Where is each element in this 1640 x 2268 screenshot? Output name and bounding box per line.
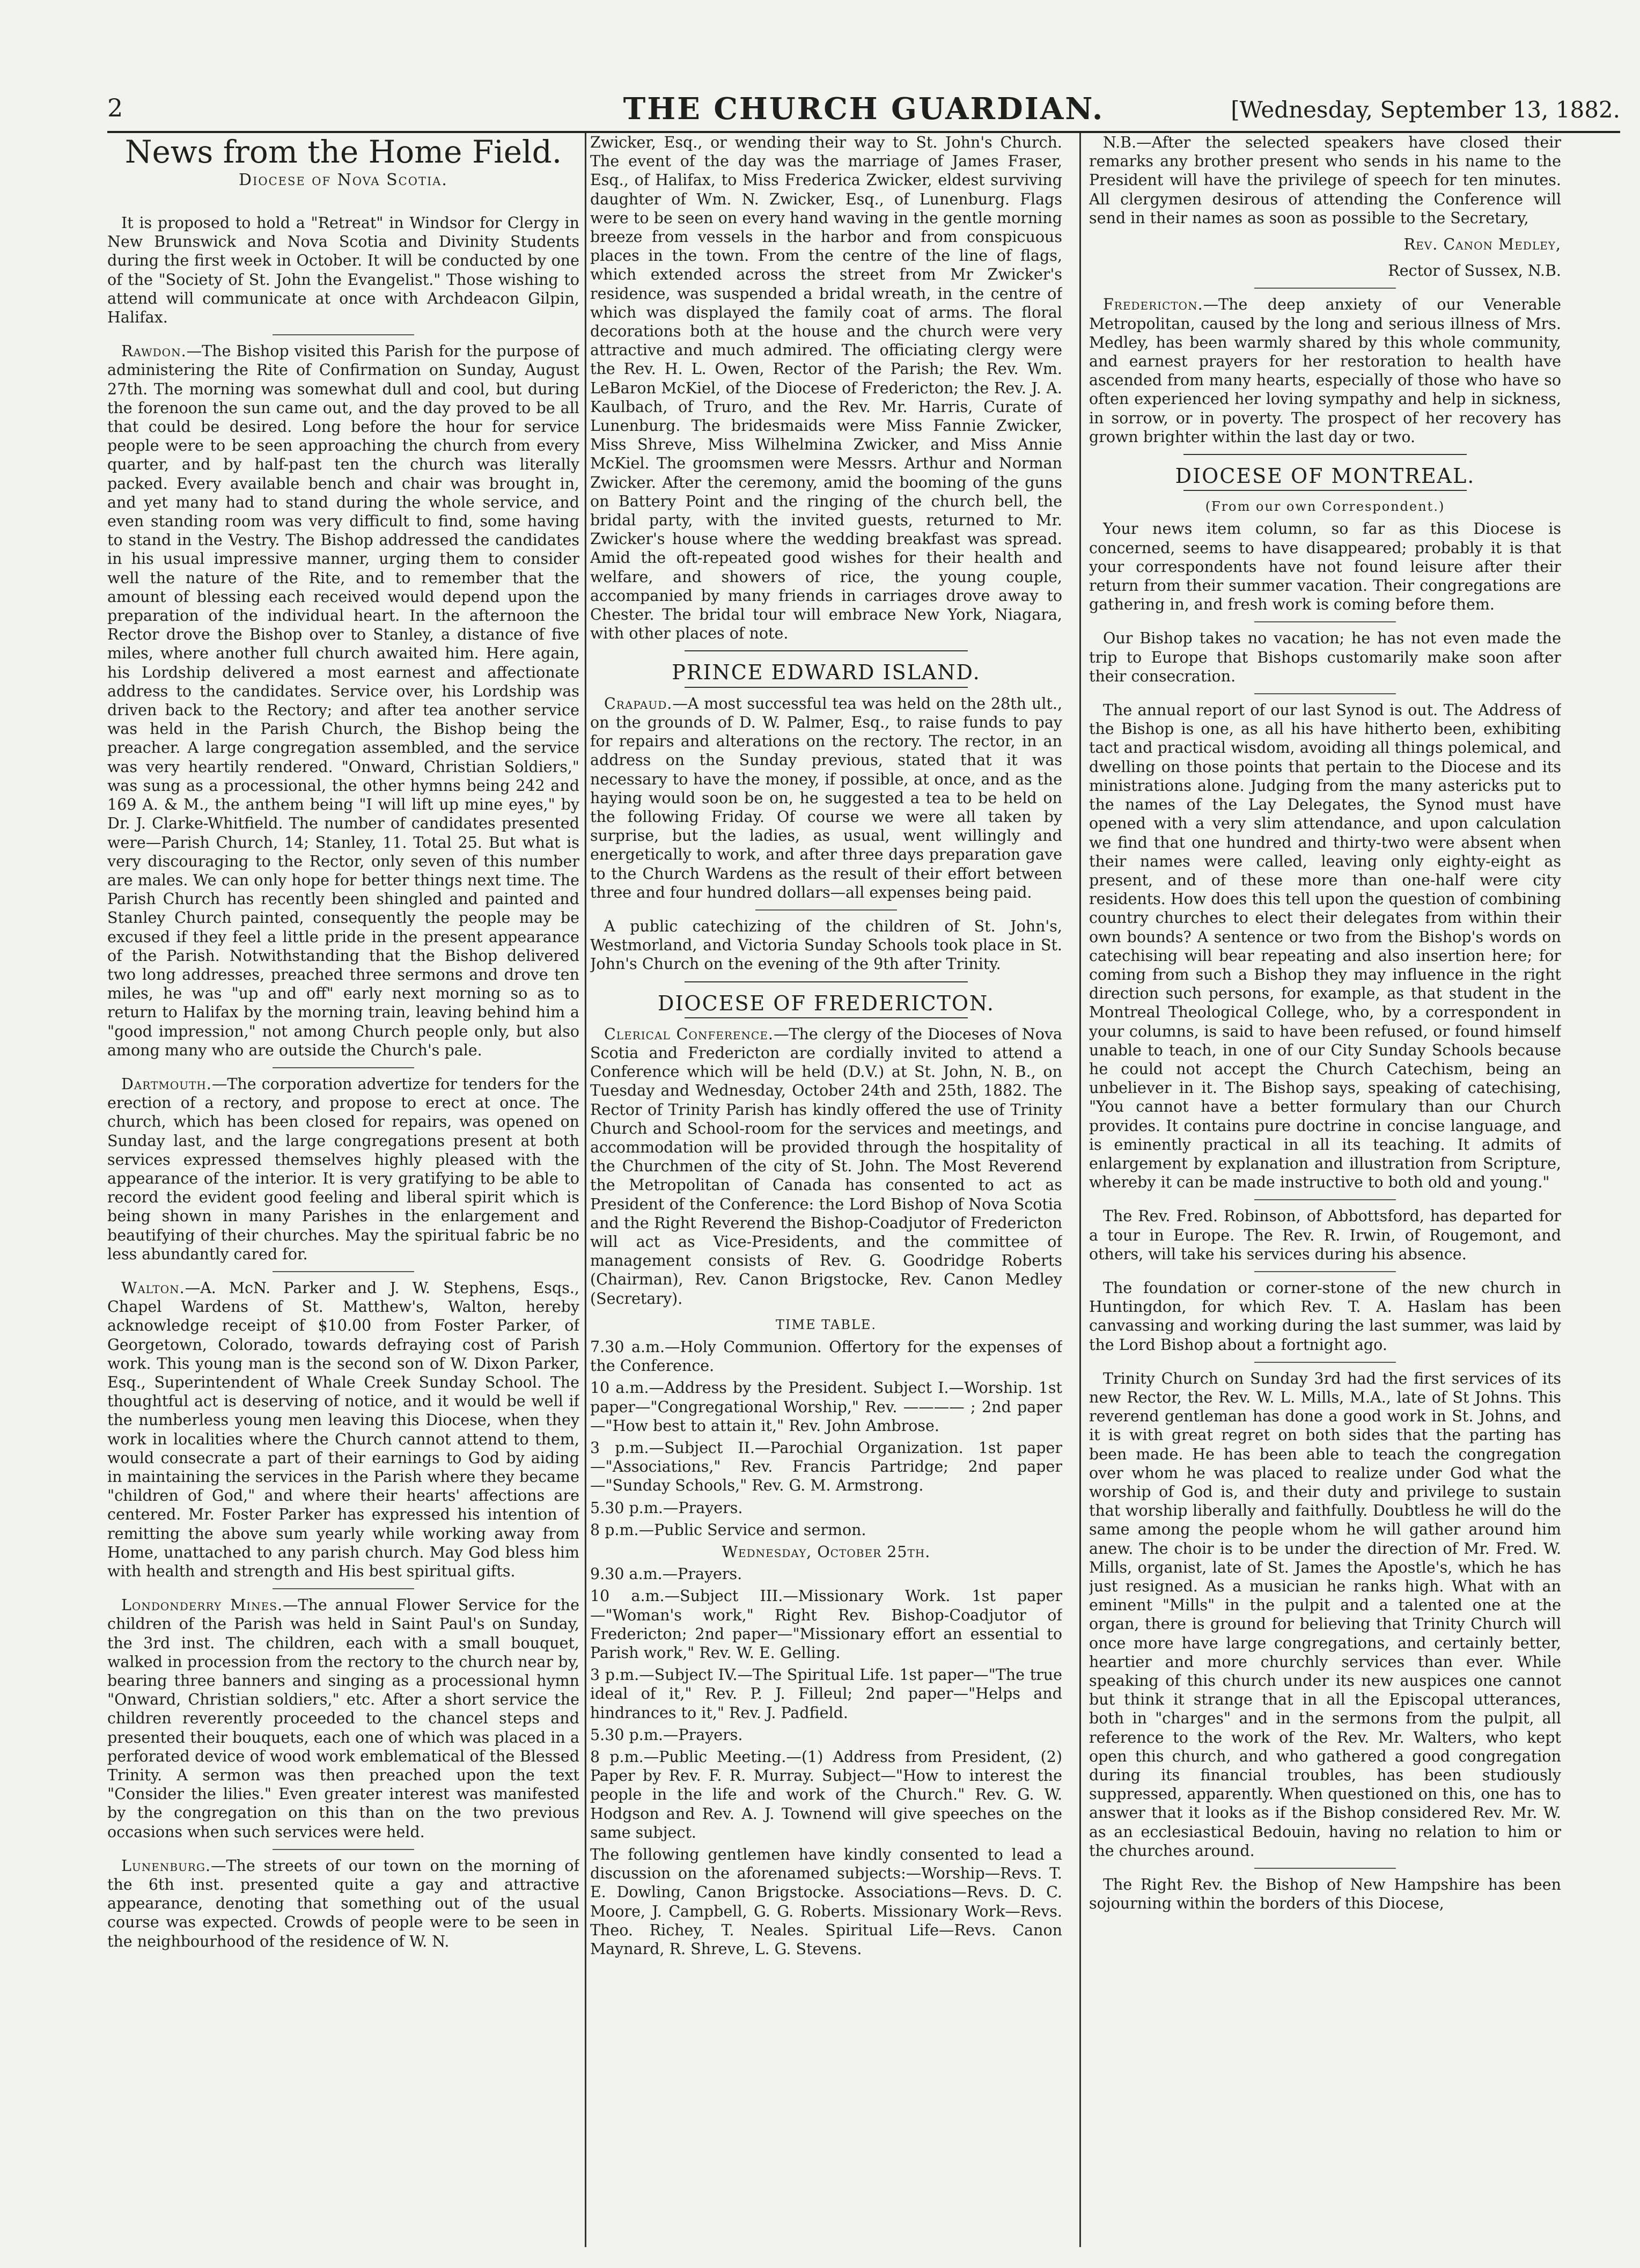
section-heading: News from the Home Field. <box>124 134 562 170</box>
day-heading: Wednesday, October 25th. <box>722 1543 931 1561</box>
divider <box>273 1588 414 1589</box>
section-heading-pei: PRINCE EDWARD ISLAND. <box>672 660 981 685</box>
divider <box>1254 1362 1396 1363</box>
time-table <box>590 1338 1062 1958</box>
section-header-box <box>107 133 579 214</box>
article-lead: Dartmouth. <box>121 1075 212 1093</box>
article-clerical-conference <box>590 1025 1062 1308</box>
time-table-entry: 3 p.m.—Subject II.—Parochial Organization. 1st paper—"Associations," Rev. Francis Partridge; 2nd paper—"Sunday Schools," Rev. G. M. Armstrong. <box>590 1439 1062 1495</box>
retreat-notice: It is proposed to hold a "Retreat" in Windsor for Clergy in New Brunswick and Nova Scotia and Divinity Students during the first week in October. It will be conducted by one of the "Society of St. John the Evangelist." Those wishing to attend will communicate at once with Archdeacon Gilpin, Halifax. <box>107 214 579 327</box>
divider <box>273 1271 414 1272</box>
article-lead: Rawdon. <box>121 342 187 361</box>
divider <box>1254 1868 1396 1869</box>
time-table-entry: 5.30 p.m.—Prayers. <box>590 1726 743 1744</box>
column-1 <box>107 133 579 2252</box>
divider <box>685 981 968 982</box>
article-londonderry <box>107 1596 579 1841</box>
column-divider-2 <box>1079 133 1081 2247</box>
signer-name: Rev. Canon Medley, <box>1403 236 1561 254</box>
section-heading-montreal: DIOCESE OF MONTREAL. <box>1175 464 1475 488</box>
divider <box>273 1067 414 1068</box>
montreal-paragraph: Your news item column, so far as this Diocese is concerned, seems to have disappeared; probably it is that your correspondents have not found leisure after their return from their summer vacation. Their congregations are gathering in, and fresh work is coming before them. <box>1089 520 1561 614</box>
montreal-paragraph: The annual report of our last Synod is out. The Address of the Bishop is one, as all his have hitherto been, exhibiting tact and practical wisdom, avoiding all things polemical, and dwelling on those points that pertain to the Diocese and its ministrations alone. Judging from the many astericks put to the names of the Lay Delegates, the Synod must have opened with a very slim attendance, and upon calculation we find that one hundred and thirty-two were absent when their names were called, leaving only eighty-eight as present, and of these more than one-half were city residents. How does this tell upon the question of combining country churches to elect their delegates from within their own bounds? A sentence or two from the Bishop's words on catechising will bear repeating and also insertion here; for coming from such a Bishop they may influence in the right direction such persons, for example, as that student in the Montreal Theological College, who, by a correspondent in your columns, is said to have been refused, or found himself unable to teach, in one of our City Sunday Schools because he could not accept the Church Catechism, being an unbeliever in it. The Bishop says, speaking of catechising, "You cannot have a better formulary than our Church provides. It contains pure doctrine in concise language, and is eminently practical in all its teaching. It admits of enlargement by explanation and illustration from Scripture, whereby it can be made instructive to both old and young." <box>1089 701 1561 1192</box>
article-body: —The annual Flower Service for the children of the Parish was held in Saint Paul's on Sunday, the 3rd inst. The children, each with a small bouquet, walked in procession from the rectory to the church near by, bearing three banners and singing as a processional hymn "Onward, Christian soldiers," etc. After a short service the children reverently proceeded to the chancel steps and presented their bouquets, each one of which was placed in a perforated device of wood work emblematical of the Blessed Trinity. A sermon was then preached upon the text "Consider the lilies." Even greater interest was manifested by the congregation on this than on the two previous occasions when such services were held. <box>107 1596 579 1841</box>
article-fredericton <box>1089 295 1561 446</box>
article-lunenburg-continued: Zwicker, Esq., or wending their way to St. John's Church. The event of the day was the marriage of James Fraser, Esq., of Halifax, to Miss Frederica Zwicker, eldest surviving daughter of Wm. N. Zwicker, Esq., of Lunenburg. Flags were to be seen on every hand waving in the gentle morning breeze from vessels in the harbor and from conspicuous places in the town. From the centre of the line of flags, which extended across the street from Mr Zwicker's residence, was suspended a bridal wreath, in the centre of which was displayed the family coat of arms. The floral decorations both at the house and the church were very attractive and much admired. The officiating clergy were the Rev. H. L. Owen, Rector of the Parish; the Rev. Wm. LeBaron McKiel, of the Diocese of Fredericton; the Rev. J. A. Kaulbach, of Truro, and the Rev. Mr. Harris, Curate of Lunenburg. The bridesmaids were Miss Fannie Zwicker, Miss Shreve, Miss Wilhelmina Zwicker, and Miss Annie McKiel. The groomsmen were Messrs. Arthur and Norman Zwicker. After the ceremony, amid the booming of the guns on Battery Point and the ringing of the church bell, the bridal party, with the invited guests, returned to Mr. Zwicker's house where the wedding breakfast was spread. Amid the oft-repeated good wishes for their health and welfare, and showers of rice, the young couple, accompanied by many friends in carriages drove away to Chester. The bridal tour will embrace New York, Niagara, with other places of note. <box>590 134 1062 643</box>
masthead <box>107 90 1620 131</box>
article-body: —The Bishop visited this Parish for the purpose of administering the Rite of Confirmation on Sunday, August 27th. The morning was somewhat dull and cool, but during the forenoon the sun came out, and the day proved to be all that could be desired. Long before the hour for service people were to be seen approaching the church from every quarter, and by half-past ten the church was literally packed. Every available bench and chair was brought in, and yet many had to stand during the whole service, and even standing room was very difficult to find, some having to stand in the Vestry. The Bishop addressed the candidates in his usual impressive manner, urging them to consider well the nature of the Rite, and to remember that the amount of blessing each received would depend upon the preparation of the individual heart. In the afternoon the Rector drove the Bishop over to Stanley, a distance of five miles, where another full church awaited him. Here again, his Lordship delivered a most earnest and affectionate address to the candidates. Service over, his Lordship was driven back to the Rectory; and after tea another service was held in the Parish Church, the Bishop being the preacher. A large congregation assembled, and the service was very heartily rendered. "Onward, Christian Soldiers," was sung as a processional, the other hymns being 242 and 169 A. & M., the anthem being "I will lift up mine eyes," by Dr. J. Clarke-Whitfield. The number of candidates presented were—Parish Church, 14; Stanley, 11. Total 25. But what is very discouraging to the Rector, only seven of this number are males. We can only hope for better things next time. The Parish Church has recently been shingled and painted and Stanley Church painted, consequently the people may be excused if they feel a little pride in the present appearance of the Parish. Notwithstanding that the Bishop delivered two long addresses, preached three sermons and drove ten miles, he was "up and off" early next morning so as to return to Halifax by the morning train, leaving behind him a "good impression," not among Church people only, but also among many who are outside the Church's pale. <box>107 342 579 1059</box>
divider <box>1254 1271 1396 1272</box>
column-divider-1 <box>585 133 586 2247</box>
time-table-entry: 5.30 p.m.—Prayers. <box>590 1499 743 1517</box>
section-heading-fredericton: DIOCESE OF FREDERICTON. <box>658 991 995 1015</box>
article-crapaud <box>590 694 1062 902</box>
discussion-leaders: The following gentlemen have kindly consented to lead a discussion on the aforenamed subjects:—Worship—Revs. T. E. Dowling, Canon Brigstocke. Associations—Revs. D. C. Moore, J. Campbell, G. G. Roberts. Missionary Work—Revs. Theo. Richey, T. Neales. Spiritual Life—Revs. Canon Maynard, R. Shreve, L. G. Stevens. <box>590 1846 1062 1958</box>
article-body: —A most successful tea was held on the 28th ult., on the grounds of D. W. Palmer, Esq., to raise funds to pay for repairs and alterations on the rectory. The rector, in an address on the Sunday previous, stated that it was necessary to have the money, if possible, at once, and as the haying would soon be on, he suggested a tea to be held on the following Friday. Of course we were all taken by surprise, but the ladies, as usual, went willingly and energetically to work, and after three days preparation gave to the Church Wardens as the result of their effort between three and four hundred dollars—all expenses being paid. <box>590 694 1062 901</box>
article-body: —The corporation advertize for tenders for the erection of a rectory, and propose to erect at once. The church, which has been closed for repairs, was opened on Sunday last, and the large congregations present at both services expressed themselves highly pleased with the appearance of the interior. It is very gratifying to be able to record the evident good feeling and liberal spirit which is being shown in many Parishes in the enlargement and beautifying of their churches. May the spiritual fabric be no less abundantly cared for. <box>107 1075 579 1263</box>
divider <box>1183 490 1467 491</box>
montreal-paragraph: Trinity Church on Sunday 3rd had the first services of its new Rector, the Rev. W. L. Mills, M.A., late of St Johns. This reverend gentleman has done a good work in St. Johns, and it is with great regret on both sides that the parting has been made. He has been able to teach the congregation over whom he was placed to realize under God what the worship of God is, and their duty and privilege to sustain that worship liberally and faithfully. Doubtless he will do the same among the people whom he will gather around him anew. The choir is to be under the direction of Mr. Fred. W. Mills, organist, late of St. James the Apostle's, which he has just resigned. As a musician he ranks high. What with an eminent "Mills" in the pulpit and a talented one at the organ, there is ground for believing that Trinity Church will once more have large congregations, and certainly better, heartier and more churchly services than ever. While speaking of this church under its new auspices one cannot but think it strange that in all the Episcopal utterances, both in "charges" and in the sermons from the pulpit, all reference to the work of the Rev. Mr. Walters, who kept open this church, and who gathered a good congregation during its financial troubles, has been studiously suppressed, apparently. When questioned on this, one has to answer that it looks as if the Bishop considered Rev. Mr. W. as an ecclesiastical Bedouin, having no relation to him or the churches around. <box>1089 1369 1561 1860</box>
article-dartmouth <box>107 1075 579 1264</box>
diocese-heading: Diocese of Nova Scotia. <box>239 171 448 189</box>
newspaper-title: THE CHURCH GUARDIAN. <box>623 91 1105 127</box>
divider <box>755 909 897 911</box>
time-table-entry: 9.30 a.m.—Prayers. <box>590 1565 742 1583</box>
time-table-heading: TIME TABLE. <box>776 1317 877 1332</box>
time-table-entry: 8 p.m.—Public Service and sermon. <box>590 1521 866 1539</box>
divider <box>685 650 968 651</box>
article-lead: Walton. <box>121 1279 185 1297</box>
article-body: —A. McN. Parker and J. W. Stephens, Esqs., Chapel Wardens of St. Matthew's, Walton, hereby acknowledge receipt of $10.00 from Foster Parker, of Georgetown, Colorado, towards defraying cost of Parish work. This young man is the second son of W. Dixon Parker, Esq., Superintendent of Whale Creek Sunday School. The thoughtful act is deserving of notice, and it would be well if the numberless young men leaving this Diocese, when they work in localities where the Church cannot attend to them, would consecrate a part of their earnings to God by aiding in maintaining the services in the Parish where they became "children of God," and where their hearts' affections are centered. Mr. Foster Parker has expressed his intention of remitting the above sum yearly while working away from Home, unattached to any parish church. May God bless him with health and strength and His best spiritual gifts. <box>107 1279 579 1581</box>
correspondent-note: (From our own Correspondent.) <box>1205 499 1445 515</box>
montreal-paragraph: Our Bishop takes no vacation; he has not even made the trip to Europe that Bishops customarily make soon after their consecration. <box>1089 629 1561 685</box>
article-lead: Fredericton. <box>1103 296 1203 314</box>
article-body: —The deep anxiety of our Venerable Metropolitan, caused by the long and serious illness of Mrs. Medley, has been warmly shared by this whole community, and earnest prayers for her restoration to health have ascended from many hearts, especially of those who have so often experienced her loving sympathy and help in sickness, in sorrow, or in poverty. The prospect of her recovery has grown brighter within the last day or two. <box>1089 296 1561 446</box>
divider <box>685 687 968 688</box>
article-rawdon <box>107 342 579 1060</box>
montreal-paragraph: The Rev. Fred. Robinson, of Abbottsford, has departed for a tour in Europe. The Rev. R. Irwin, of Rougemont, and others, will take his services during his absence. <box>1089 1207 1561 1263</box>
divider <box>273 1849 414 1850</box>
divider <box>1183 454 1467 455</box>
article-lead: Clerical Conference. <box>604 1025 774 1043</box>
time-table-entry: 8 p.m.—Public Meeting.—(1) Address from President, (2) Paper by Rev. F. R. Murray. Subject—"How to interest the people in the life and work of the Church." Rev. G. W. Hodgson and Rev. A. J. Townend will give speeches on the same subject. <box>590 1748 1062 1841</box>
article-walton <box>107 1279 579 1581</box>
article-body: —The streets of our town on the morning of the 6th inst. presented quite a gay and attractive appearance, denoting that something out of the usual course was expected. Crowds of people were to be seen in the neighbourhood of the residence of W. N. <box>107 1856 579 1950</box>
article-lunenburg <box>107 1856 579 1951</box>
montreal-paragraph: The Right Rev. the Bishop of New Hampshire has been sojourning within the borders of this Diocese, <box>1089 1876 1561 1913</box>
divider <box>1254 693 1396 694</box>
column-3 <box>1089 133 1561 2252</box>
time-table-entry: 10 a.m.—Subject III.—Missionary Work. 1st paper—"Woman's work," Right Rev. Bishop-Coadjutor of Fredericton; 2nd paper—"Missionary effort an essential to Parish work," Rev. W. E. Gelling. <box>590 1587 1062 1662</box>
signer-title: Rector of Sussex, N.B. <box>1388 262 1561 280</box>
issue-date: [Wednesday, September 13, 1882. <box>1231 97 1620 123</box>
divider <box>1254 288 1396 289</box>
article-catechizing: A public catechizing of the children of St. John's, Westmorland, and Victoria Sunday Schools took place in St. John's Church on the evening of the 9th after Trinity. <box>590 917 1062 973</box>
time-table-entry: 10 a.m.—Address by the President. Subject I.—Worship. 1st paper—"Congregational Worship," Rev. ———— ; 2nd paper—"How best to attain it," Rev. John Ambrose. <box>590 1379 1062 1435</box>
nb-notice: N.B.—After the selected speakers have closed their remarks any brother present who sends in his name to the President will have the privilege of speech for ten minutes. All clergymen desirous of attending the Conference will send in their names as soon as possible to the Secretary, <box>1089 134 1561 227</box>
divider <box>273 334 414 335</box>
article-lead: Lunenburg. <box>121 1856 211 1875</box>
page-number: 2 <box>107 93 123 122</box>
article-lead: Londonderry Mines. <box>121 1596 283 1614</box>
montreal-paragraph: The foundation or corner-stone of the new church in Huntingdon, for which Rev. T. A. Haslam has been canvassing and working during the last summer, was laid by the Lord Bishop about a fortnight ago. <box>1089 1279 1561 1354</box>
divider <box>1254 1199 1396 1200</box>
article-lead: Crapaud. <box>604 694 673 713</box>
article-body: —The clergy of the Dioceses of Nova Scotia and Fredericton are cordially invited to attend a Conference which will be held (D.V.) at St. John, N. B., on Tuesday and Wednesday, October 24th and 25th, 1882. The Rector of Trinity Parish has kindly offered the use of Trinity Church and School-room for the services and meetings, and accommodation will be provided through the hospitality of the Churchmen of the city of St. John. The Most Reverend the Metropolitan of Canada has consented to act as President of the Conference: the Lord Bishop of Nova Scotia and the Right Reverend the Bishop-Coadjutor of Fredericton will act as Vice-Presidents, and the committee of management consists of Rev. G. Goodridge Roberts (Chairman), Rev. Canon Brigstocke, Rev. Canon Medley (Secretary). <box>590 1025 1062 1308</box>
time-table-entry: 7.30 a.m.—Holy Communion. Offertory for the expenses of the Conference. <box>590 1338 1062 1375</box>
divider <box>1254 621 1396 622</box>
time-table-entry: 3 p.m.—Subject IV.—The Spiritual Life. 1st paper—"The true ideal of it," Rev. P. J. Filleul; 2nd paper—"Helps and hindrances to it," Rev. J. Padfield. <box>590 1666 1062 1722</box>
divider <box>685 1017 968 1018</box>
column-2 <box>590 133 1062 2252</box>
